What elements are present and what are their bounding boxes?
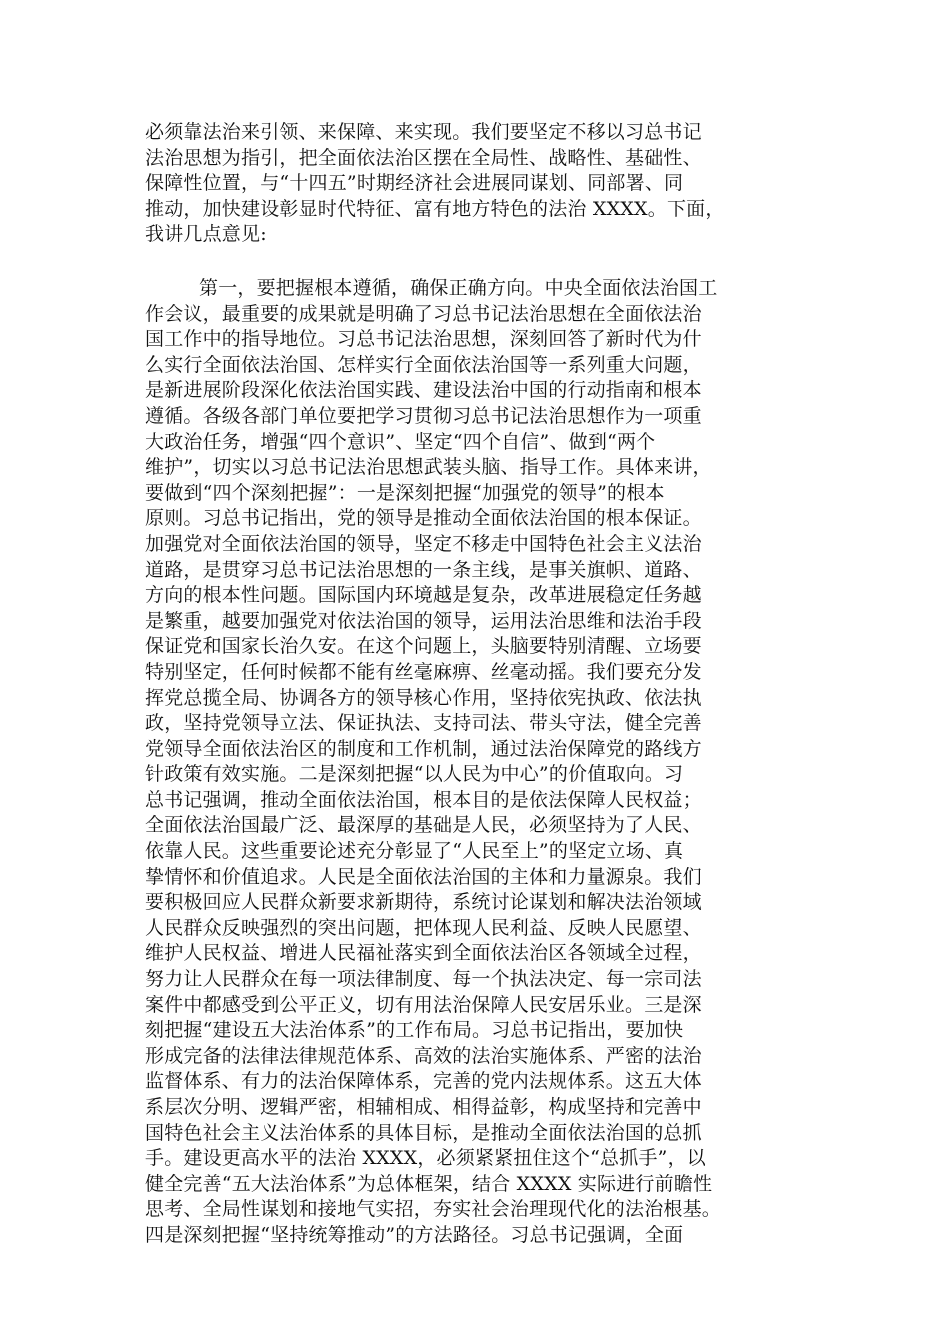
text-line: 原则。习总书记指出，党的领导是推动全面依法治国的根本保证。 [145, 507, 702, 530]
text-line: 政，坚持党领导立法、保证执法、支持司法、带头守法，健全完善 [145, 712, 702, 735]
text-line: 第一，要把握根本遵循，确保正确方向。中央全面依法治国工 [199, 277, 718, 299]
text-line: 努力让人民群众在每一项法律制度、每一个执法决定、每一宗司法 [145, 968, 702, 991]
text-line: 加强党对全面依法治国的领导，坚定不移走中国特色社会主义法治 [145, 532, 702, 555]
text-line: 保障性位置，与“十四五”时期经济社会进展同谋划、同部署、同 [145, 172, 684, 195]
text-line: 必须靠法治来引领、来保障、来实现。我们要坚定不移以习总书记 [145, 121, 702, 143]
text-line: 系层次分明、逻辑严密，相辅相成、相得益彰，构成坚持和完善中 [145, 1096, 702, 1118]
text-line: 监督体系、有力的法治保障体系，完善的党内法规体系。这五大体 [145, 1070, 702, 1093]
text-line: 健全完善“五大法治体系”为总体框架，结合 XXXX 实际进行前瞻性 [145, 1172, 713, 1195]
text-line: 刻把握“建设五大法治体系”的工作布局。习总书记指出，要加快 [145, 1019, 684, 1042]
text-line: 依靠人民。这些重要论述充分彰显了“人民至上”的坚定立场、真 [145, 840, 684, 863]
text-line: 党领导全面依法治区的制度和工作机制，通过法治保障党的路线方 [145, 737, 702, 760]
text-line: 是新进展阶段深化依法治国实践、建设法治中国的行动指南和根本 [145, 379, 702, 402]
text-line: 维护人民权益、增进人民福祉落实到全面依法治区各领域全过程， [145, 942, 702, 965]
text-line: 人民群众反映强烈的突出问题，把体现人民利益、反映人民愿望、 [145, 916, 702, 939]
text-line: 特别坚定，任何时候都不能有丝毫麻痹、丝毫动摇。我们要充分发 [145, 660, 702, 683]
text-line: 挥党总揽全局、协调各方的领导核心作用，坚持依宪执政、依法执 [145, 686, 702, 709]
text-line: 遵循。各级各部门单位要把学习贯彻习总书记法治思想作为一项重 [145, 404, 702, 427]
text-line: 国特色社会主义法治体系的具体目标，是推动全面依法治国的总抓 [145, 1121, 702, 1144]
text-line: 推动，加快建设彰显时代特征、富有地方特色的法治 XXXX。下面， [145, 197, 725, 220]
text-line: 我讲几点意见: [145, 223, 267, 246]
text-line: 挚情怀和价值追求。人民是全面依法治国的主体和力量源泉。我们 [145, 865, 702, 888]
text-line: 方向的根本性问题。国际国内环境越是复杂，改革进展稳定任务越 [145, 584, 702, 607]
paragraph-intro [145, 120, 823, 248]
text-line: 维护”，切实以习总书记法治思想武装头脑、指导工作。具体来讲， [145, 456, 712, 479]
text-line: 全面依法治国最广泛、最深厚的基础是人民，必须坚持为了人民、 [145, 814, 702, 837]
text-line: 四是深刻把握“坚持统筹推动”的方法路径。习总书记强调，全面 [145, 1223, 684, 1246]
text-line: 总书记强调，推动全面依法治国，根本目的是依法保障人民权益； [145, 788, 702, 811]
text-line: 手。建设更高水平的法治 XXXX，必须紧紧扭住这个“总抓手”，以 [145, 1147, 706, 1170]
text-line: 保证党和国家长治久安。在这个问题上，头脑要特别清醒、立场要 [145, 635, 702, 658]
text-line: 要做到“四个深刻把握”：一是深刻把握“加强党的领导”的根本 [145, 481, 665, 504]
text-line: 针政策有效实施。二是深刻把握“以人民为中心”的价值取向。习 [145, 763, 684, 786]
text-line: 法治思想为指引，把全面依法治区摆在全局性、战略性、基础性、 [145, 146, 702, 169]
text-line: 道路，是贯穿习总书记法治思想的一条主线，是事关旗帜、道路、 [145, 558, 702, 581]
text-line: 案件中都感受到公平正义，切有用法治保障人民安居乐业。三是深 [145, 993, 702, 1016]
text-line: 形成完备的法律法律规范体系、高效的法治实施体系、严密的法治 [145, 1044, 702, 1067]
text-line: 么实行全面依法治国、怎样实行全面依法治国等一系列重大问题， [145, 353, 702, 376]
text-line: 是繁重，越要加强党对依法治国的领导，运用法治思维和法治手段 [145, 609, 702, 632]
paragraph-first-point [145, 276, 823, 1249]
text-line: 国工作中的指导地位。习总书记法治思想，深刻回答了新时代为什 [145, 328, 702, 351]
text-line: 要积极回应人民群众新要求新期待，系统讨论谋划和解决法治领域 [145, 891, 702, 914]
text-line: 大政治任务，增强“四个意识”、坚定“四个自信”、做到“两个 [145, 430, 656, 453]
text-line: 思考、全局性谋划和接地气实招，夯实社会治理现代化的法治根基。 [145, 1198, 722, 1221]
text-line: 作会议，最重要的成果就是明确了习总书记法治思想在全面依法治 [145, 302, 702, 325]
